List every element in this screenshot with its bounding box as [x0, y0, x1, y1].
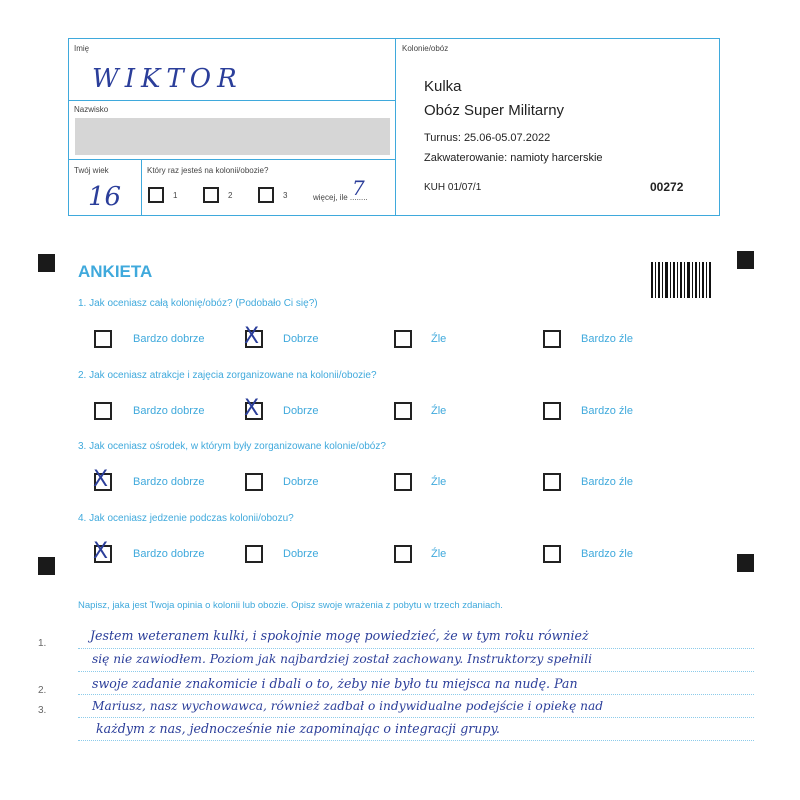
visit-3-checkbox[interactable]	[258, 187, 274, 203]
camp-full-name: Obóz Super Militarny	[424, 102, 565, 119]
camp-code: KUH 01/07/1	[424, 182, 482, 193]
barcode	[651, 262, 711, 298]
q4-option-1-label: Bardzo dobrze	[133, 548, 205, 560]
visit-1-checkbox[interactable]	[148, 187, 164, 203]
wiek-value[interactable]: 16	[88, 182, 122, 212]
visit-2-checkbox[interactable]	[203, 187, 219, 203]
dotline-4	[78, 717, 754, 718]
corner-marker-bottom-right	[737, 554, 754, 572]
form-number: 00272	[650, 180, 684, 194]
q2-option-1-checkbox[interactable]	[94, 402, 112, 420]
q1-option-3-checkbox[interactable]	[394, 330, 412, 348]
q2-option-2-checkbox[interactable]	[244, 396, 263, 421]
q4-option-3-checkbox[interactable]	[394, 545, 412, 563]
opinion-line-4[interactable]: Mariusz, nasz wychowawca, również zadbał o indywidualne podejście i opiekę nad	[92, 699, 604, 713]
q3-option-3-label: Źle	[431, 476, 447, 488]
header-sep-1	[68, 100, 395, 101]
header-sep-3	[141, 159, 142, 216]
q3-option-2-checkbox[interactable]	[245, 473, 263, 491]
q2-option-2-label: Dobrze	[283, 405, 319, 417]
turnus: Turnus: 25.06-05.07.2022	[424, 132, 551, 144]
imie-label: Imię	[74, 44, 90, 53]
q4-option-1-checkbox[interactable]	[93, 539, 112, 564]
q4-option-4-label: Bardzo źle	[581, 548, 633, 560]
visit-1-label: 1	[173, 191, 178, 200]
wiecej-label: więcej, ile ........	[313, 193, 368, 202]
q4-option-2-label: Dobrze	[283, 548, 319, 560]
zakwaterowanie: Zakwaterowanie: namioty harcerskie	[424, 152, 603, 164]
line-number-1: 1.	[38, 638, 47, 649]
q1-option-4-checkbox[interactable]	[543, 330, 561, 348]
checkmark-icon: X	[244, 324, 260, 349]
q2-option-3-label: Źle	[431, 405, 447, 417]
q2-option-4-checkbox[interactable]	[543, 402, 561, 420]
opinion-line-5[interactable]: każdym z nas, jednocześnie nie zapominając o integracji grupy.	[96, 721, 500, 736]
q1-option-1-checkbox[interactable]	[94, 330, 112, 348]
checkmark-icon: X	[244, 396, 260, 421]
camp-name: Kulka	[424, 78, 462, 95]
q3-option-2-label: Dobrze	[283, 476, 319, 488]
q3-option-4-label: Bardzo źle	[581, 476, 633, 488]
wiecej-value[interactable]: 7	[352, 176, 365, 200]
q3-option-1-label: Bardzo dobrze	[133, 476, 205, 488]
q1-option-2-checkbox[interactable]	[244, 324, 263, 349]
nazwisko-label: Nazwisko	[74, 105, 109, 114]
q4-option-3-label: Źle	[431, 548, 447, 560]
wiek-label: Twój wiek	[74, 166, 109, 175]
checkmark-icon: X	[93, 467, 109, 492]
dotline-2	[78, 671, 754, 672]
corner-marker-bottom-left	[38, 557, 55, 575]
question-1: 1. Jak oceniasz całą kolonię/obóz? (Podobało Ci się?)	[78, 298, 318, 309]
q1-option-1-label: Bardzo dobrze	[133, 333, 205, 345]
q3-option-1-checkbox[interactable]	[93, 467, 112, 492]
q1-option-3-label: Źle	[431, 333, 447, 345]
header-sep-2	[68, 159, 395, 160]
visit-3-label: 3	[283, 191, 288, 200]
imie-value[interactable]: WIKTOR	[92, 64, 243, 94]
kolonia-label: Kolonie/obóz	[402, 44, 449, 53]
question-2: 2. Jak oceniasz atrakcje i zajęcia zorganizowane na kolonii/obozie?	[78, 370, 377, 381]
q2-option-3-checkbox[interactable]	[394, 402, 412, 420]
question-3: 3. Jak oceniasz ośrodek, w którym były zorganizowane kolonie/obóz?	[78, 441, 386, 452]
q2-option-1-label: Bardzo dobrze	[133, 405, 205, 417]
visit-2-label: 2	[228, 191, 233, 200]
q3-option-3-checkbox[interactable]	[394, 473, 412, 491]
ktory-raz-label: Który raz jesteś na kolonii/obozie?	[147, 166, 269, 175]
survey-title: ANKIETA	[78, 262, 153, 281]
q1-option-4-label: Bardzo źle	[581, 333, 633, 345]
opinion-line-3[interactable]: swoje zadanie znakomicie i dbali o to, żeby nie było tu miejsca na nudę. Pan	[92, 676, 578, 691]
q2-option-4-label: Bardzo źle	[581, 405, 633, 417]
dotline-5	[78, 740, 754, 741]
q4-option-4-checkbox[interactable]	[543, 545, 561, 563]
q3-option-4-checkbox[interactable]	[543, 473, 561, 491]
nazwisko-redaction	[75, 118, 390, 155]
opinion-prompt: Napisz, jaka jest Twoja opinia o kolonii lub obozie. Opisz swoje wrażenia z pobytu w trzech zdaniach.	[78, 600, 503, 611]
line-number-3: 3.	[38, 705, 47, 716]
opinion-line-2[interactable]: się nie zawiodłem. Poziom jak najbardziej został zachowany. Instruktorzy spełnili	[92, 652, 593, 666]
dotline-3	[78, 694, 754, 695]
header-divider	[395, 38, 396, 216]
checkmark-icon: X	[93, 539, 109, 564]
line-number-2: 2.	[38, 685, 47, 696]
dotline-1	[78, 648, 754, 649]
corner-marker-top-left	[38, 254, 55, 272]
q1-option-2-label: Dobrze	[283, 333, 319, 345]
opinion-line-1[interactable]: Jestem weteranem kulki, i spokojnie mogę powiedzieć, że w tym roku również	[90, 628, 589, 643]
question-4: 4. Jak oceniasz jedzenie podczas kolonii/obozu?	[78, 513, 294, 524]
corner-marker-top-right	[737, 251, 754, 269]
q4-option-2-checkbox[interactable]	[245, 545, 263, 563]
